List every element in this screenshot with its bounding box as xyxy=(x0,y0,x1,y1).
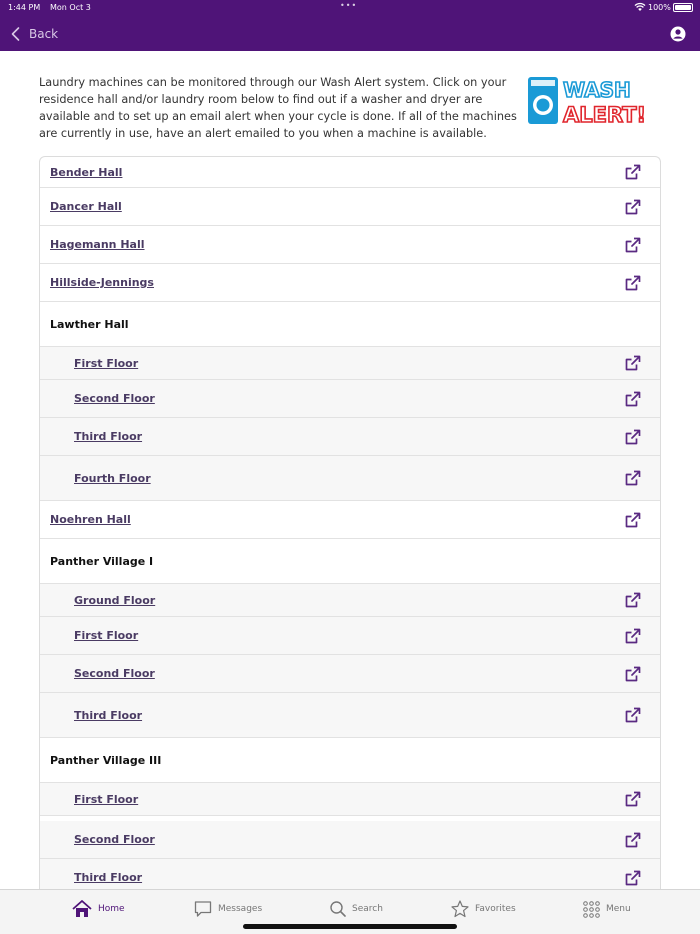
battery-percent: 100% xyxy=(648,3,671,12)
tab-label: Menu xyxy=(606,904,631,914)
list-item[interactable] xyxy=(40,380,660,418)
list-item-label: First Floor xyxy=(74,629,139,642)
back-label: Back xyxy=(29,27,59,41)
list-item-label: Second Floor xyxy=(74,833,155,846)
external-link-icon xyxy=(624,198,642,216)
profile-icon[interactable] xyxy=(670,26,686,42)
messages-icon xyxy=(194,900,212,918)
tab-label: Messages xyxy=(218,904,263,914)
list-item-label: Noehren Hall xyxy=(50,513,131,526)
menu-grid-icon xyxy=(583,901,600,918)
wifi-icon xyxy=(634,2,646,12)
list-item[interactable] xyxy=(40,617,660,655)
search-icon xyxy=(330,900,346,918)
list-item[interactable] xyxy=(40,226,660,264)
svg-text:WASH: WASH xyxy=(563,78,631,102)
list-item[interactable] xyxy=(40,347,660,380)
tab-home[interactable] xyxy=(72,898,125,920)
star-icon xyxy=(451,900,469,918)
list-item[interactable] xyxy=(40,821,660,859)
external-link-icon xyxy=(624,627,642,645)
list-item[interactable] xyxy=(40,456,660,501)
external-link-icon xyxy=(624,869,642,887)
external-link-icon xyxy=(624,831,642,849)
list-item[interactable] xyxy=(40,783,660,816)
external-link-icon xyxy=(624,665,642,683)
external-link-icon xyxy=(624,591,642,609)
intro-text: Laundry machines can be monitored through our Wash Alert system. Click on your residence hall and/or laundry room below to find out if a washer and dryer are available and to set up an email alert when your cycle is done. If all of the machines are currently in use, have an alert emailed to you when a machine is available. xyxy=(39,76,517,140)
external-link-icon xyxy=(624,390,642,408)
list-item[interactable] xyxy=(40,157,660,188)
list-item[interactable] xyxy=(40,655,660,693)
external-link-icon xyxy=(624,790,642,808)
battery-icon xyxy=(673,3,693,12)
list-item-label: Third Floor xyxy=(74,871,143,884)
list-item[interactable] xyxy=(40,188,660,226)
list-item-label: Hillside-Jennings xyxy=(50,276,154,289)
list-item-label: Hagemann Hall xyxy=(50,238,145,251)
list-item-label: Dancer Hall xyxy=(50,200,122,213)
list-item-label: Third Floor xyxy=(74,708,143,722)
list-item[interactable] xyxy=(40,693,660,738)
list-item-label: Fourth Floor xyxy=(74,471,151,485)
status-date: Mon Oct 3 xyxy=(50,3,91,12)
tab-search[interactable] xyxy=(330,898,383,920)
section-heading xyxy=(40,539,660,584)
external-link-icon xyxy=(624,511,642,529)
status-bar xyxy=(0,0,700,16)
list-item-label: Bender Hall xyxy=(50,165,123,179)
back-button[interactable] xyxy=(8,24,58,44)
external-link-icon xyxy=(624,469,642,487)
chevron-left-icon xyxy=(8,26,24,42)
tab-menu[interactable] xyxy=(583,898,631,920)
list-item-label: Second Floor xyxy=(74,667,155,680)
laundry-room-list xyxy=(39,156,661,896)
external-link-icon xyxy=(624,428,642,446)
external-link-icon xyxy=(624,163,642,181)
tab-messages[interactable] xyxy=(194,898,262,920)
external-link-icon xyxy=(624,706,642,724)
list-item-label: First Floor xyxy=(74,792,139,806)
list-item-label: Third Floor xyxy=(74,430,143,443)
list-item[interactable] xyxy=(40,418,660,456)
section-heading-label: Panther Village I xyxy=(50,554,154,568)
top-nav-bar xyxy=(0,0,700,51)
tab-label: Home xyxy=(98,904,125,914)
tab-favorites[interactable] xyxy=(451,898,516,920)
list-item-label: Second Floor xyxy=(74,392,155,405)
home-indicator xyxy=(243,924,457,929)
section-heading-label: Lawther Hall xyxy=(50,317,129,331)
list-item[interactable] xyxy=(40,584,660,617)
section-heading xyxy=(40,738,660,783)
list-item[interactable] xyxy=(40,264,660,302)
section-heading xyxy=(40,302,660,347)
multitask-dots-icon: ••• xyxy=(340,1,358,10)
list-item[interactable] xyxy=(40,501,660,539)
external-link-icon xyxy=(624,274,642,292)
svg-text:ALERT!: ALERT! xyxy=(563,103,647,126)
tab-label: Favorites xyxy=(475,904,516,914)
status-time: 1:44 PM xyxy=(8,3,41,12)
list-item-label: First Floor xyxy=(74,356,139,370)
section-heading-label: Panther Village III xyxy=(50,753,162,767)
tab-label: Search xyxy=(352,904,383,914)
list-item-label: Ground Floor xyxy=(74,593,156,607)
external-link-icon xyxy=(624,354,642,372)
home-icon xyxy=(72,900,92,918)
external-link-icon xyxy=(624,236,642,254)
wash-alert-logo xyxy=(527,76,659,126)
